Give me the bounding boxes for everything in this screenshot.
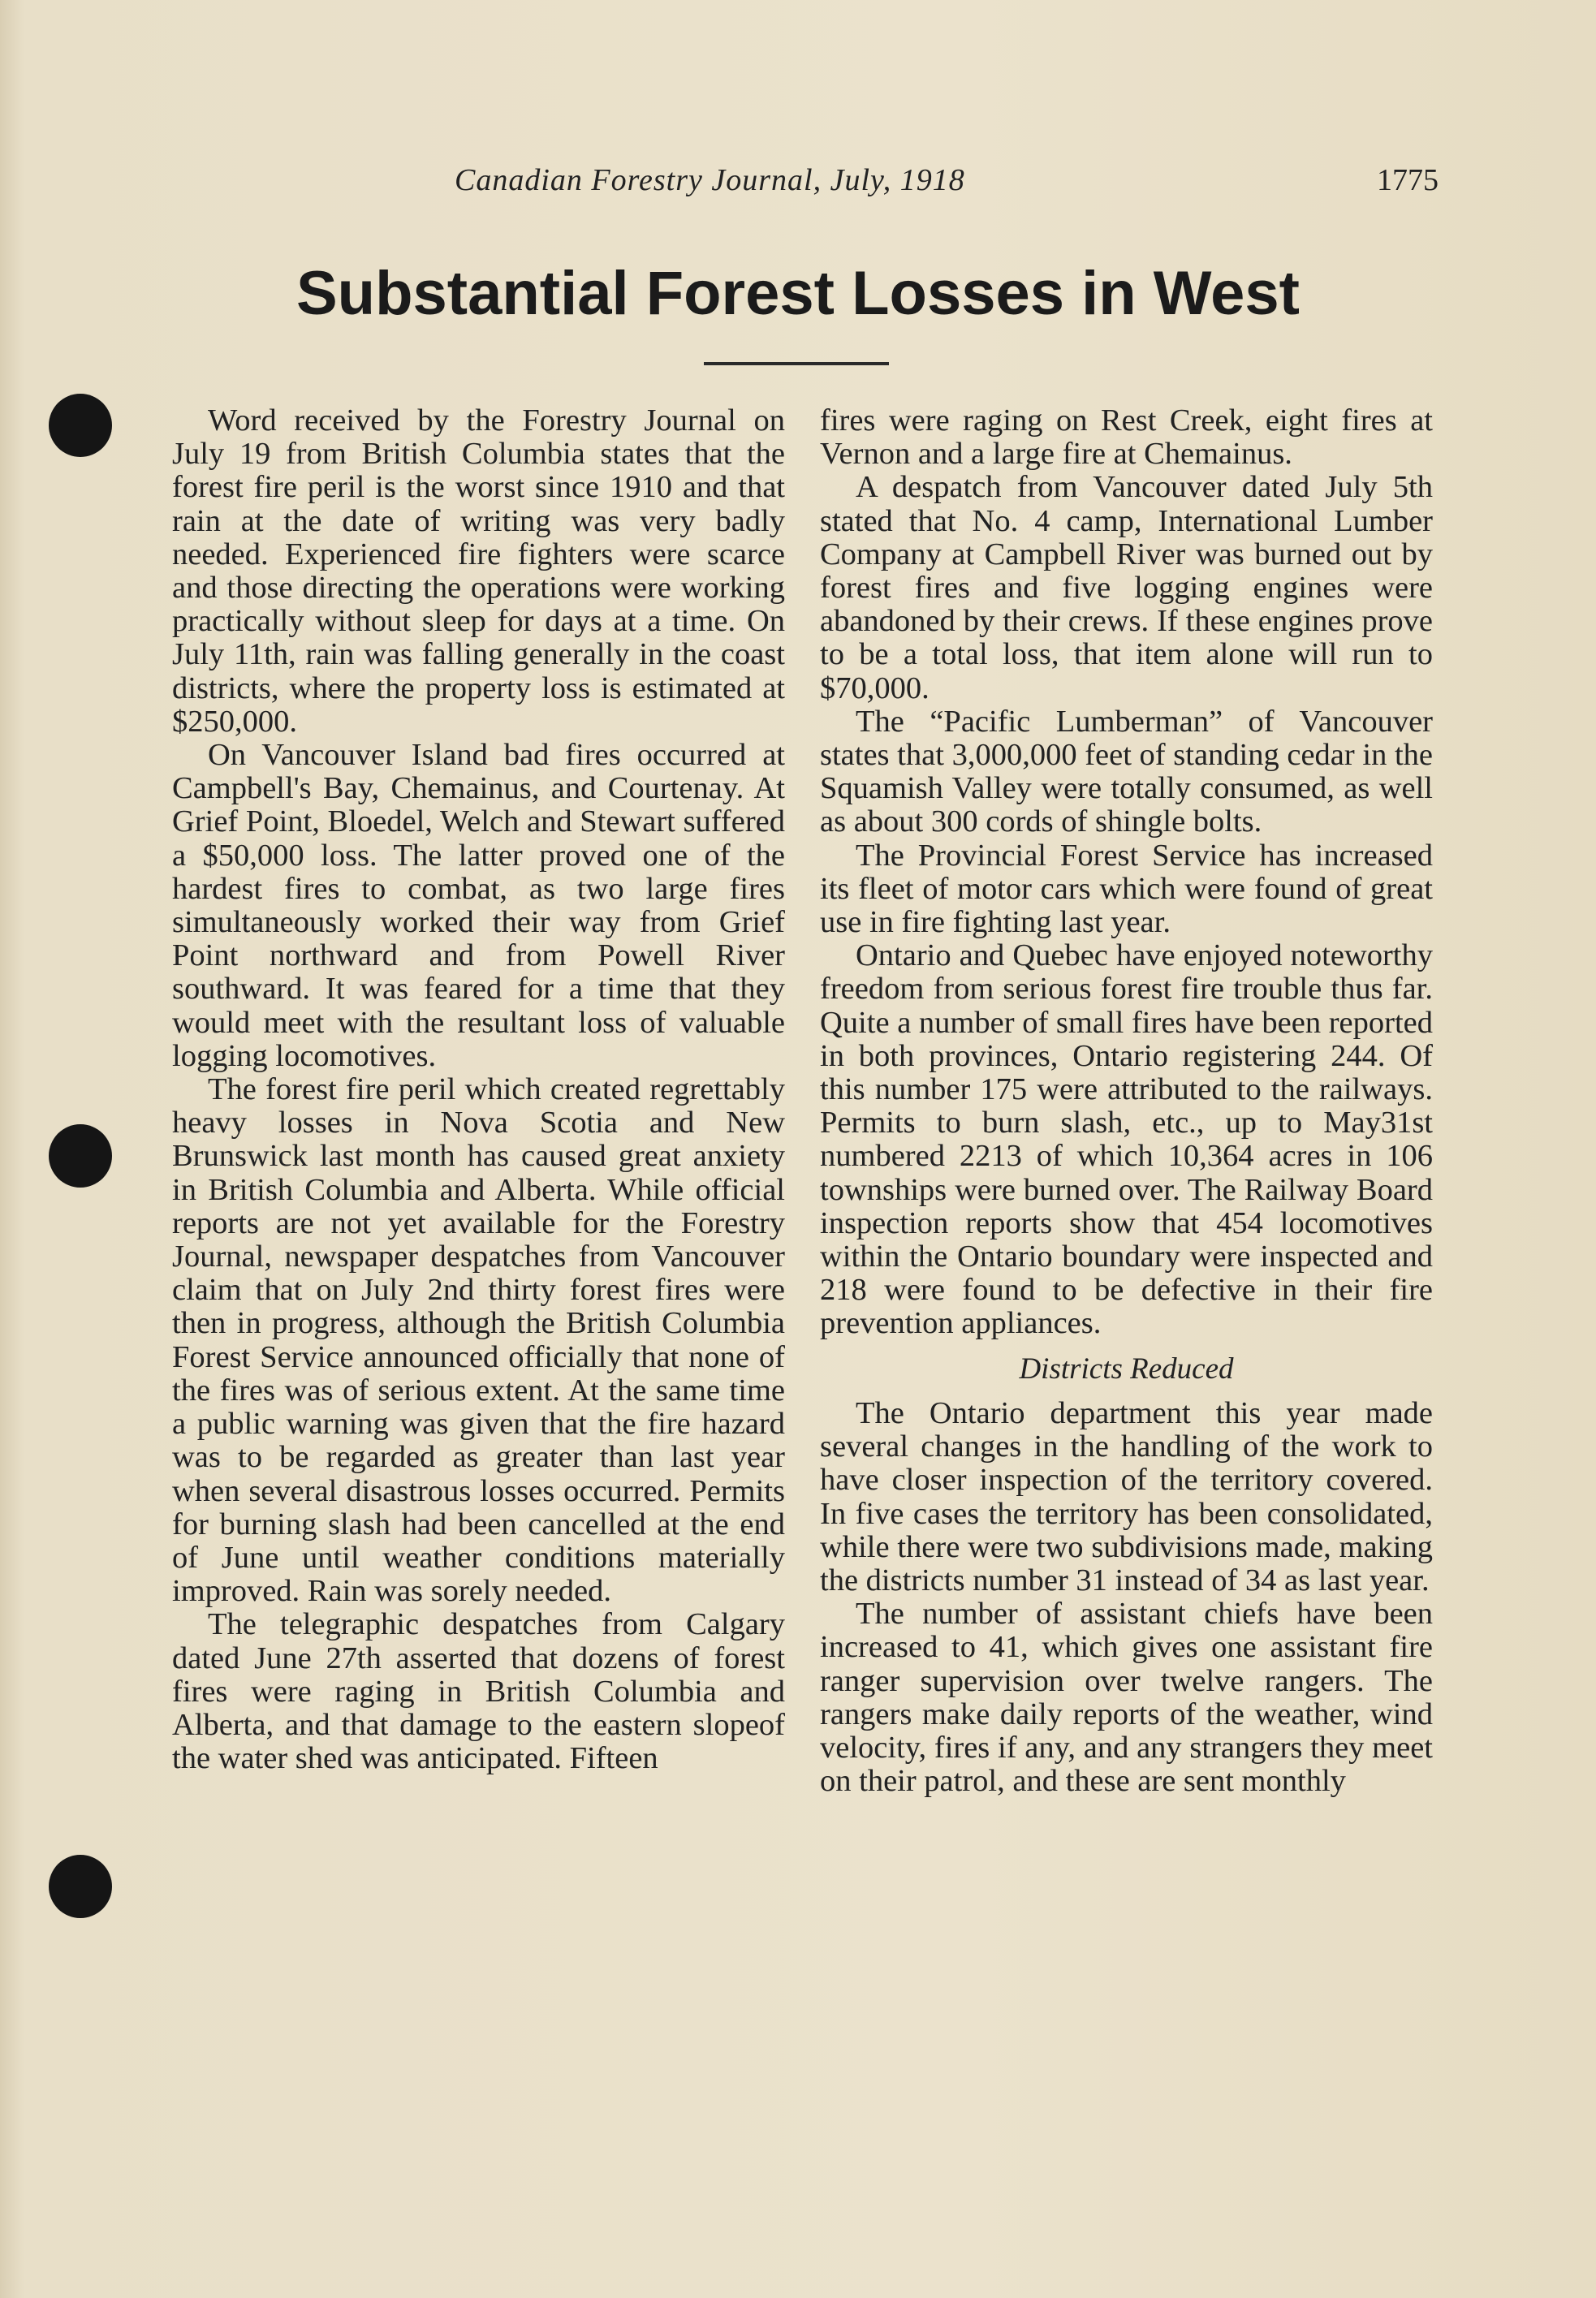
binder-hole [49, 394, 112, 457]
paragraph: The forest fire peril which created regrettably heavy losses in Nova Scotia and New Brunswick last month has caused great anxiety in British Columbia and Alberta. While official reports are not yet available for the Forestry Journal, newspaper despatches from Vancouver claim that on July 2nd thirty forest fires were then in progress, although the British Columbia Forest Service announced officially that none of the fires was of serious extent. At the same time a public warning was given that the fire hazard was to be regarded as greater than last year when several disastrous losses occurred. Permits for burning slash had been cancelled at the end of June until weather conditions materially improved. Rain was sorely needed. [172, 1072, 785, 1609]
journal-name: Canadian Forestry Journal, July, 1918 [455, 163, 965, 197]
paragraph: The Provincial Forest Service has increased its fleet of motor cars which were found of great use in fire fighting last year. [820, 838, 1433, 940]
title-rule [704, 362, 889, 365]
page-number: 1775 [1377, 163, 1439, 197]
paragraph: The number of assistant chiefs have been increased to 41, which gives one assistant fire ranger supervision over twelve rangers. The rangers make daily reports of the weather, wind velocity, fires if any, and any strangers they meet on their patrol, and these are sent monthly [820, 1597, 1433, 1799]
section-subheading: Districts Reduced [1019, 1352, 1234, 1386]
paragraph: On Vancouver Island bad fires occurred at Campbell's Bay, Chemainus, and Courtenay. At Grief Point, Bloedel, Welch and Stewart suffered a $50,000 loss. The latter proved one of the hardest fires to combat, as two large fires simultaneously worked their way from Grief Point northward and from Powell River southward. It was feared for a time that they would meet with the resultant loss of valuable logging locomotives. [172, 738, 785, 1073]
binder-hole [49, 1855, 112, 1918]
binder-hole [49, 1124, 112, 1188]
paragraph: The Ontario department this year made several changes in the handling of the work to have closer inspection of the territory covered. In five cases the territory has been consolidated, while there were two subdivisions made, making the districts number 31 instead of 34 as last year. [820, 1395, 1433, 1597]
paragraph: fires were raging on Rest Creek, eight fires at Vernon and a large fire at Chemainus. [820, 403, 1433, 472]
paragraph: The “Pacific Lumberman” of Vancouver states that 3,000,000 feet of standing cedar in the Squamish Valley were totally consumed, as well as about 300 cords of shingle bolts. [820, 704, 1433, 839]
paragraph: A despatch from Vancouver dated July 5th stated that No. 4 camp, International Lumber Company at Campbell River was burned out by forest fires and five logging engines were abandoned by their crews. If these engines prove to be a total loss, that item alone will run to $70,000. [820, 470, 1433, 705]
paragraph: The telegraphic despatches from Calgary dated June 27th asserted that dozens of forest fires were raging in British Columbia and Alberta, and that damage to the eastern slopeof the water shed was anticipated. Fifteen [172, 1607, 785, 1776]
paragraph: Ontario and Quebec have enjoyed noteworthy freedom from serious forest fire trouble thus far. Quite a number of small fires have been reported in both provinces, Ontario registering 244. Of this number 175 were attributed to the railways. Permits to burn slash, etc., up to May31st numbered 2213 of which 10,364 acres in 106 townships were burned over. The Railway Board inspection reports show that 454 locomotives within the Ontario boundary were inspected and 218 were found to be defective in their fire prevention appliances. [820, 938, 1433, 1341]
article-title: Substantial Forest Losses in West [295, 259, 1300, 328]
paragraph: Word received by the Forestry Journal on July 19 from British Columbia states that the forest fire peril is the worst since 1910 and that rain at the date of writing was very badly needed. Experienced fire fighters were scarce and those directing the operations were working practically without sleep for days at a time. On July 11th, rain was falling generally in the coast districts, where the property loss is estimated at $250,000. [172, 403, 785, 739]
running-header [455, 162, 1439, 211]
left-column [172, 404, 785, 1775]
right-column [820, 404, 1433, 1798]
